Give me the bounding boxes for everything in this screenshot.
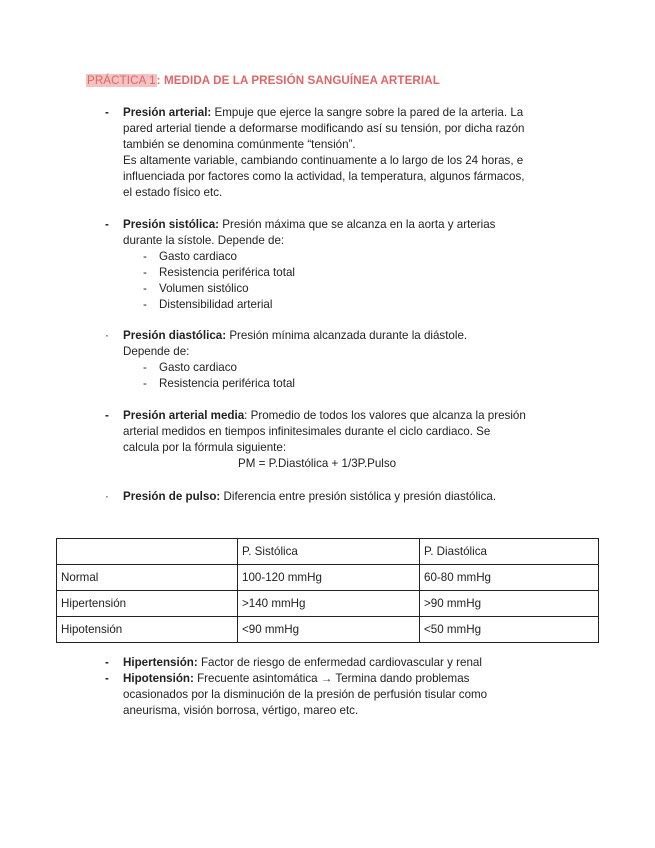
term-presion-de-pulso: Presión de pulso: — [123, 490, 221, 503]
term-presion-arterial-media: Presión arterial media — [123, 409, 245, 422]
table-cell: Hipotensión — [57, 617, 238, 643]
formula: PM = P.Diastólica + 1/3P.Pulso — [238, 457, 397, 470]
table-cell — [57, 539, 238, 565]
dash-bullet: - — [105, 672, 109, 685]
dash-bullet: - — [105, 409, 109, 422]
term-hipotension: Hipotensión: — [123, 672, 194, 685]
table-cell: 60-80 mmHg — [420, 565, 599, 591]
table-cell: >90 mmHg — [420, 591, 599, 617]
title-rest: : MEDIDA DE LA PRESIÓN SANGUÍNEA ARTERIAL — [156, 74, 440, 87]
section-presion-de-pulso: · Presión de pulso: Diferencia entre presión sistólica y presión diastólica. — [105, 490, 497, 503]
list-item: - Distensibilidad arterial — [143, 297, 585, 313]
table-row — [57, 617, 599, 643]
list-item: - Resistencia periférica total — [143, 265, 585, 281]
title-highlight: PRÁCTICA 1 — [87, 74, 156, 87]
section-presion-arterial-media: - Presión arterial media: Promedio de todos los valores que alcanza la presión arterial medidos en tiempos infinitesimales durante el ciclo cardiaco. Se calcula por la fórmula siguiente: PM = P.Diastólica + 1/3P.Pulso — [105, 408, 585, 472]
table-cell: Hipertensión — [57, 591, 238, 617]
section-presion-sistolica: - Presión sistólica: Presión máxima que se alcanza en la aorta y arterias durante la sístole. Depende de: - Gasto cardiaco - Resistencia periférica total - Volumen sistólico - Distensibilidad arterial — [105, 217, 585, 313]
page-title — [86, 73, 440, 89]
term-presion-diastolica: Presión diastólica: — [123, 329, 227, 342]
dot-bullet: · — [105, 329, 109, 342]
table-row — [57, 591, 599, 617]
list-item: - Volumen sistólico — [143, 281, 585, 297]
table-cell: <90 mmHg — [238, 617, 420, 643]
term-presion-sistolica: Presión sistólica: — [123, 218, 220, 231]
section-notes: - Hipertensión: Factor de riesgo de enfermedad cardiovascular y renal - Hipotensión: Frecuente asintomática → Termina dando problemas ocasionados por la disminución de la presión de perfusión tisular como aneurisma, visión borrosa, vértigo, mareo etc. — [105, 656, 488, 717]
table-cell: >140 mmHg — [238, 591, 420, 617]
table-cell: P. Diastólica — [420, 539, 599, 565]
sistolica-factors-list — [123, 249, 585, 313]
dash-bullet: - — [105, 218, 109, 231]
table-cell: 100-120 mmHg — [238, 565, 420, 591]
section-presion-arterial: - Presión arterial: Empuje que ejerce la sangre sobre la pared de la arteria. La pared arterial tiende a deformarse modificando así su tensión, por dicha razón también se denomina comúnmente “tensión”. Es altamente variable, cambiando continuamente a lo largo de los 24 horas, e influenciada por factores como la actividad, la temperatura, algunos fármacos, el estado físico etc. — [105, 106, 525, 199]
term-presion-arterial: Presión arterial: — [123, 106, 212, 119]
dash-bullet: - — [105, 106, 109, 119]
list-item: - Gasto cardiaco — [143, 249, 585, 265]
dash-bullet: - — [105, 656, 109, 669]
table-row — [57, 565, 599, 591]
table-header-row — [57, 539, 599, 565]
table-cell: Normal — [57, 565, 238, 591]
term-hipertension: Hipertensión: — [123, 656, 198, 669]
list-item: - Gasto cardiaco — [143, 360, 585, 376]
list-item: - Resistencia periférica total — [143, 376, 585, 392]
dot-bullet: · — [105, 490, 109, 503]
pressure-table — [56, 538, 599, 643]
section-presion-diastolica: · Presión diastólica: Presión mínima alcanzada durante la diástole. Depende de: - Gasto cardiaco - Resistencia periférica total — [105, 328, 585, 392]
diastolica-factors-list — [123, 360, 585, 392]
table-cell: <50 mmHg — [420, 617, 599, 643]
table-cell: P. Sistólica — [238, 539, 420, 565]
